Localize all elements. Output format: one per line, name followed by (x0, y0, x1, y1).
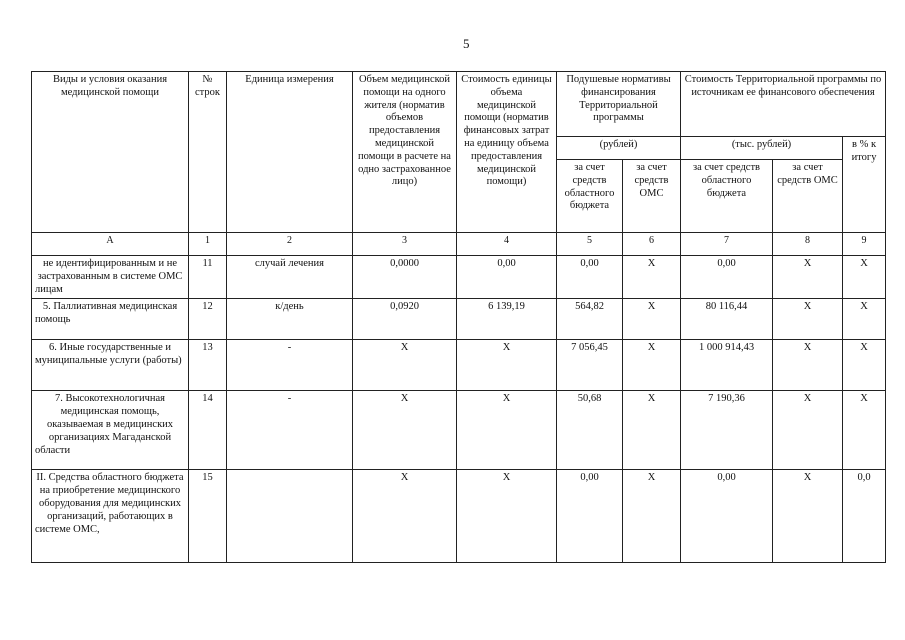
header-per-capita-oms: за счет средств ОМС (623, 160, 681, 233)
row-total-regional: 80 116,44 (681, 299, 773, 340)
row-per-capita-oms: Х (623, 256, 681, 299)
row-percent: Х (843, 299, 886, 340)
row-unit: случай лечения (227, 256, 353, 299)
row-line-number: 13 (189, 340, 227, 391)
table-row (32, 256, 886, 299)
row-per-capita-regional: 0,00 (557, 470, 623, 563)
row-per-capita-regional: 7 056,45 (557, 340, 623, 391)
row-total-oms: Х (773, 299, 843, 340)
row-total-regional: 1 000 914,43 (681, 340, 773, 391)
table-row (32, 391, 886, 470)
row-name: не идентифицированным и не застрахованным в системе ОМС лицам (32, 256, 189, 299)
col-number-1: 1 (189, 233, 227, 256)
header-unit-cost: Стоимость единицы объема медицинской помощи (норматив финансовых затрат на единицу объема предоставления медицинской помощи) (457, 72, 557, 233)
row-total-regional: 0,00 (681, 470, 773, 563)
col-number-8: 8 (773, 233, 843, 256)
row-total-oms: Х (773, 470, 843, 563)
header-per-capita-regional: за счет средств областного бюджета (557, 160, 623, 233)
row-unit-cost: Х (457, 470, 557, 563)
table-row (32, 470, 886, 563)
row-per-capita-oms: Х (623, 391, 681, 470)
financing-table (31, 71, 886, 563)
col-number-6: 6 (623, 233, 681, 256)
row-per-capita-regional: 0,00 (557, 256, 623, 299)
row-unit-cost: Х (457, 340, 557, 391)
col-number-9: 9 (843, 233, 886, 256)
table-row (32, 299, 886, 340)
row-total-oms: Х (773, 391, 843, 470)
row-line-number: 14 (189, 391, 227, 470)
header-kinds-of-care: Виды и условия оказания медицинской помощи (32, 72, 189, 233)
col-number-7: 7 (681, 233, 773, 256)
header-volume: Объем медицинской помощи на одного жителя (норматив объемов предоставления медицинской помощи в расчете на одно застрахованное лицо) (353, 72, 457, 233)
row-volume: 0,0000 (353, 256, 457, 299)
header-percent-of-total: в % к итогу (843, 137, 886, 233)
header-total-regional: за счет средств областного бюджета (681, 160, 773, 233)
col-number-a: А (32, 233, 189, 256)
row-per-capita-regional: 564,82 (557, 299, 623, 340)
header-total-cost-group: Стоимость Территориальной программы по источникам ее финансового обеспечения (681, 72, 886, 137)
row-per-capita-oms: Х (623, 340, 681, 391)
col-number-3: 3 (353, 233, 457, 256)
row-unit (227, 470, 353, 563)
header-unit: Единица измерения (227, 72, 353, 233)
header-per-capita-group: Подушевые нормативы финансирования Территориальной программы (557, 72, 681, 137)
row-per-capita-regional: 50,68 (557, 391, 623, 470)
row-total-regional: 7 190,36 (681, 391, 773, 470)
row-percent: 0,0 (843, 470, 886, 563)
row-volume: Х (353, 391, 457, 470)
row-total-oms: Х (773, 256, 843, 299)
row-name: II. Средства областного бюджета на приобретение медицинского оборудования для медицинских организаций, работающих в системе ОМС, (32, 470, 189, 563)
row-name: 6. Иные государственные и муниципальные услуги (работы) (32, 340, 189, 391)
header-total-cost-unit: (тыс. рублей) (681, 137, 843, 160)
row-percent: Х (843, 256, 886, 299)
row-unit: - (227, 391, 353, 470)
row-unit-cost: Х (457, 391, 557, 470)
col-number-4: 4 (457, 233, 557, 256)
row-unit-cost: 0,00 (457, 256, 557, 299)
row-per-capita-oms: Х (623, 470, 681, 563)
row-total-oms: Х (773, 340, 843, 391)
row-name: 7. Высокотехнологичная медицинская помощь, оказываемая в медицинских организациях Магаданской области (32, 391, 189, 470)
col-number-5: 5 (557, 233, 623, 256)
row-percent: Х (843, 340, 886, 391)
row-volume: Х (353, 470, 457, 563)
row-percent: Х (843, 391, 886, 470)
page-number: 5 (463, 36, 470, 51)
header-line-number: № строк (189, 72, 227, 233)
row-line-number: 12 (189, 299, 227, 340)
row-line-number: 11 (189, 256, 227, 299)
row-unit-cost: 6 139,19 (457, 299, 557, 340)
row-unit: к/день (227, 299, 353, 340)
header-per-capita-unit: (рублей) (557, 137, 681, 160)
row-line-number: 15 (189, 470, 227, 563)
row-total-regional: 0,00 (681, 256, 773, 299)
table-row (32, 340, 886, 391)
header-total-oms: за счет средств ОМС (773, 160, 843, 233)
row-per-capita-oms: Х (623, 299, 681, 340)
row-unit: - (227, 340, 353, 391)
row-volume: 0,0920 (353, 299, 457, 340)
row-name: 5. Паллиативная медицинская помощь (32, 299, 189, 340)
col-number-2: 2 (227, 233, 353, 256)
row-volume: Х (353, 340, 457, 391)
